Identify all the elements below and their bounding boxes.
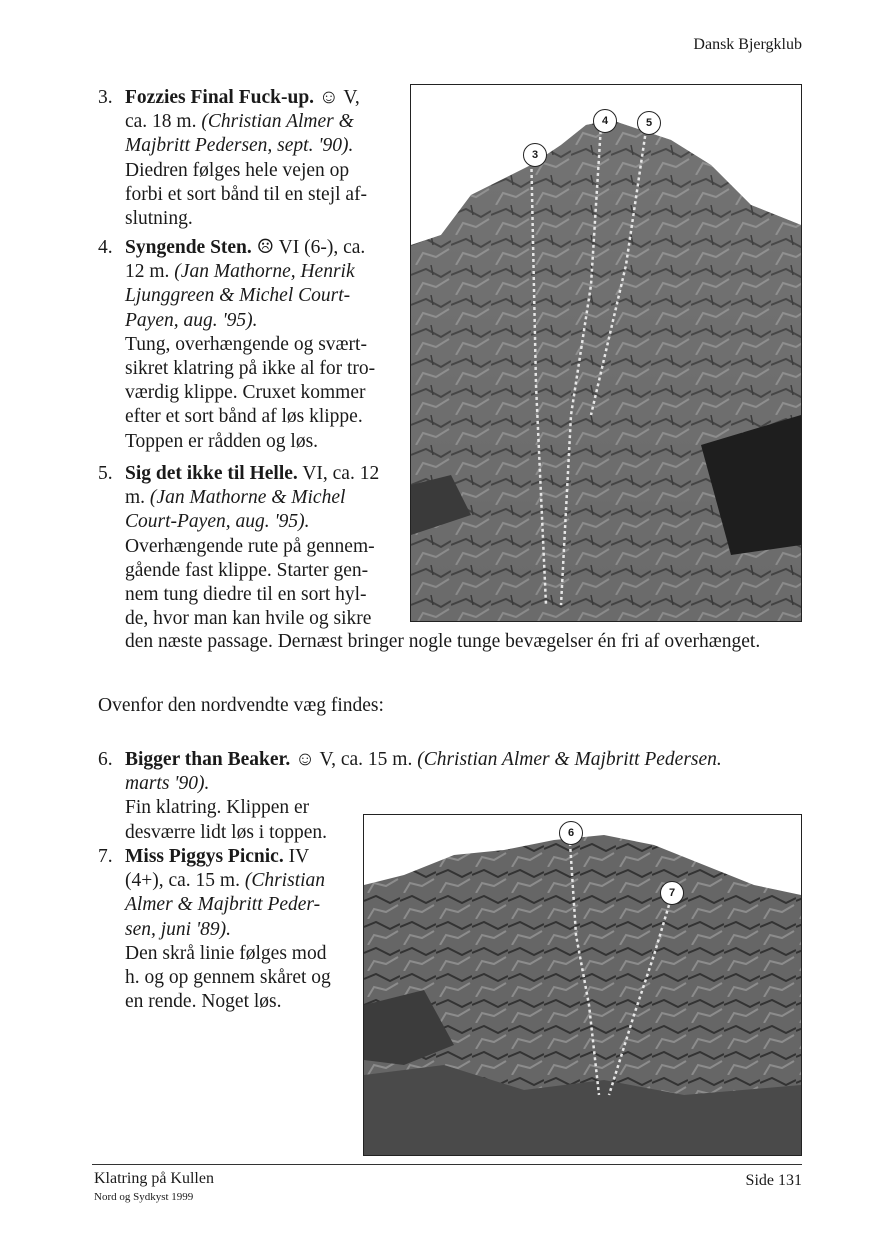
- route-text-line: [125, 918, 331, 942]
- route-text-line: [125, 893, 331, 917]
- route-text-line: [125, 486, 379, 510]
- route-marker-6: 6: [559, 821, 583, 845]
- route-text: ☺ V,: [314, 87, 360, 108]
- route-text-line: [125, 207, 367, 231]
- route-text: VI, ca. 12: [297, 463, 380, 484]
- route-text-line: [125, 869, 331, 893]
- route-text: Den skrå linie følges mod: [125, 942, 327, 964]
- route-number: 6.: [98, 749, 113, 770]
- route-credits: (Jan Mathorne, Henrik: [174, 261, 355, 283]
- route-text-line: [125, 845, 331, 869]
- route-text-line: [125, 607, 379, 631]
- route-text: slutning.: [125, 208, 193, 230]
- route-text: Diedren følges hele vejen op: [125, 159, 350, 181]
- route-marker-4: 4: [593, 109, 617, 133]
- footer-title: Klatring på Kullen: [94, 1170, 214, 1187]
- route-text-line: [125, 260, 375, 284]
- section-intro: Ovenfor den nordvendte væg findes:: [98, 695, 384, 716]
- route-text: nem tung diedre til en sort hyl-: [125, 584, 367, 606]
- route-number: 5.: [98, 463, 113, 484]
- route-description: [125, 86, 367, 231]
- route-marker-7: 7: [660, 881, 684, 905]
- route-name: Sig det ikke til Helle.: [125, 463, 298, 484]
- route-text: desværre lidt løs i toppen.: [125, 821, 328, 843]
- route-text: sikret klatring på ikke al for tro-: [125, 358, 376, 380]
- route-credits: marts '90).: [125, 773, 210, 795]
- page-header-club: Dansk Bjergklub: [693, 36, 802, 53]
- route-name: Miss Piggys Picnic.: [125, 846, 284, 867]
- crag-photo-upper-image: [411, 85, 801, 621]
- route-marker-5: 5: [637, 111, 661, 135]
- route-text-line: [125, 134, 367, 158]
- route-description: [125, 845, 331, 1014]
- route-credits: (Jan Mathorne & Michel: [149, 487, 346, 509]
- route-text: de, hvor man kan hvile og sikre: [125, 608, 372, 630]
- crag-photo-upper: [410, 84, 802, 622]
- route-text: h. og op gennem skåret og: [125, 967, 331, 989]
- route-text-line: [125, 583, 379, 607]
- route-text-line: [125, 966, 331, 990]
- route-text: m.: [125, 487, 150, 509]
- crag-photo-lower: [363, 814, 802, 1156]
- route-number: 4.: [98, 237, 113, 258]
- route-text-line: [125, 559, 379, 583]
- route-text: (4+), ca. 15 m.: [125, 870, 245, 892]
- route-text: Fin klatring. Klippen er: [125, 797, 310, 819]
- route-credits: Payen, aug. '95).: [125, 309, 258, 331]
- route-text: efter et sort bånd af løs klippe.: [125, 406, 363, 428]
- route-text: ☺ V, ca. 15 m.: [290, 749, 418, 770]
- route-credits: (Christian: [244, 870, 326, 892]
- route-credits: Majbritt Pedersen, sept. '90).: [125, 135, 354, 157]
- route-credits: Ljunggreen & Michel Court-: [125, 285, 351, 307]
- route-text-line: [125, 772, 722, 796]
- route-text: Overhængende rute på gennem-: [125, 535, 375, 557]
- route-text-line: [125, 462, 379, 486]
- route-text-line: [125, 357, 375, 381]
- crag-photo-lower-image: [364, 815, 801, 1155]
- route-text-line: [125, 284, 375, 308]
- route-text-line: [125, 535, 379, 559]
- route-marker-3: 3: [523, 143, 547, 167]
- route-text-line: [125, 405, 375, 429]
- route-text-line: [125, 942, 331, 966]
- route-text-line: [125, 183, 367, 207]
- route-text: forbi et sort bånd til en stejl af-: [125, 183, 368, 205]
- route-credits: Almer & Majbritt Peder-: [125, 894, 321, 916]
- route-credits: (Christian Almer & Majbritt Pedersen.: [417, 749, 722, 770]
- route-text-line: [125, 510, 379, 534]
- route-credits: (Christian Almer &: [201, 111, 354, 133]
- route-text: ca. 18 m.: [125, 111, 202, 133]
- route-text: 12 m.: [125, 261, 175, 283]
- route-5-tail-text: den næste passage. Dernæst bringer nogle tunge bevægelser én fri af overhænget.: [125, 631, 761, 652]
- route-text: gående fast klippe. Starter gen-: [125, 559, 369, 581]
- route-text: værdig klippe. Cruxet kommer: [125, 382, 366, 404]
- route-text-line: [125, 309, 375, 333]
- page-number: Side 131: [745, 1172, 802, 1189]
- route-text-line: [125, 333, 375, 357]
- route-text-line: [125, 86, 367, 110]
- footer-subtitle: Nord og Sydkyst 1999: [94, 1191, 194, 1203]
- route-text-line: [125, 990, 331, 1014]
- route-text-line: [125, 430, 375, 454]
- route-name: Syngende Sten.: [125, 237, 252, 258]
- route-text: Toppen er rådden og løs.: [125, 430, 319, 452]
- route-text: Tung, overhængende og svært-: [125, 333, 367, 355]
- route-text-line: [125, 159, 367, 183]
- route-credits: Court-Payen, aug. '95).: [125, 511, 310, 533]
- route-name: Bigger than Beaker.: [125, 749, 291, 770]
- route-credits: sen, juni '89).: [125, 918, 231, 940]
- route-text-line: [125, 381, 375, 405]
- route-text-line: [125, 236, 375, 260]
- route-description: [125, 236, 375, 454]
- route-number: 3.: [98, 87, 113, 108]
- route-text: en rende. Noget løs.: [125, 991, 282, 1013]
- route-text-line: [125, 110, 367, 134]
- route-number: 7.: [98, 846, 113, 867]
- route-text: ☹ VI (6-), ca.: [251, 237, 366, 258]
- footer-divider: [92, 1164, 802, 1165]
- route-description: [125, 462, 379, 631]
- route-name: Fozzies Final Fuck-up.: [125, 87, 315, 108]
- route-text: IV: [283, 846, 310, 867]
- route-text-line: [125, 748, 722, 772]
